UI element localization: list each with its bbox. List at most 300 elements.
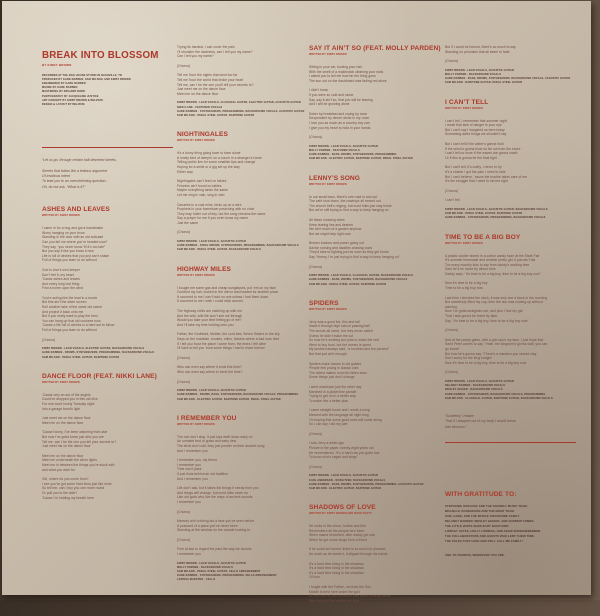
stanza [177,286,308,304]
lyric-line: It’s the struggle that I need to set me right [445,179,508,184]
stanza [309,562,440,580]
lyric-line: Just meet me on the dance floor [177,87,226,92]
song-title: TIME TO BE A BIG BOY [445,233,521,241]
stanza [309,112,440,130]
lyric-line: Now I’ve gotta straighten out, and plus I find my gal [445,309,523,314]
song-title: SHADOWS OF LOVE [309,504,376,512]
credit-line: KIRBY BROWN - LEAD VOCALS, ACOUSTIC GUITAR [445,68,514,72]
song-writer-credit: WRITTEN BY KIRBY BROWN [309,182,347,186]
song-title: NIGHTINGALES [177,131,229,139]
lyric-line: Say “Honey, I’m just trying to find a way to keep hanging on” [309,255,400,260]
closing-quote-line: “Suddenly I realize [445,414,474,418]
lyric-line: Time won’t pass [177,467,202,472]
lyric-line: The oldest makes room for fallen stars [309,370,367,375]
lyric-line: Trying its hardest, I can cover the pain [177,45,235,49]
stanza [42,430,173,448]
song-credits [309,145,440,162]
lyric-line: I see you’ve got some hard lines just like mine [42,481,112,486]
credit-line: CARL ANDERSON - WURLITZER, BACKGROUND VOCALS [309,478,386,482]
lyric-line: If you were so cold and stone [309,92,354,97]
lyric-line: I fought with the Father, ran from the Son [309,585,372,590]
lyric-line: You can hang up that old costume now [42,318,101,323]
stanza [42,268,173,291]
lyric-line: Tell me, can I be the one you tell your secrets to? [42,439,117,444]
stanza [445,338,576,366]
lyric-line: But somebody filled my cup, then the sun was coming up without [445,300,543,305]
lyric-line: Said he’d be home by dinner time [445,267,496,272]
lyric-line: With the smell of a matchstick cleaning your nails [309,69,384,74]
lyric-line: And project it back onto me [42,309,84,314]
lyric-line: Spiders make homes in old guitars [309,361,362,366]
stanza [445,45,576,54]
lyric-line: It’s summer lemonade and another pretty girl, it just ain’t fair [445,258,536,263]
song-writer-credit: WRITTEN BY KIRBY BROWN [42,214,80,218]
lyric-line: Guess he didn’t make the cut [309,333,354,338]
closing-quote-line: That if I stepped out of my body I would break [445,419,516,424]
credit-line: SAM WILSON - PEDAL STEEL GUITAR, BARITONE GUITAR [309,282,387,286]
song-i-remember-you [177,415,308,583]
lyric-line: Can I tell you my name? [177,54,214,59]
lyric-line: Telling poetic lies for some smallish tips and change [177,160,256,165]
lyric-line: They say, “you never know ’til it’s too late” [42,244,106,249]
stanza [445,59,576,64]
credit-line: KIRBY BROWN - LEAD VOCALS, CLASSICAL GUITAR, ELECTRIC GUITAR, ACOUSTIC GUITAR [177,101,301,105]
lyric-line: When he got some drugs from a friend [309,537,368,542]
lyric-line: Meet me on the dance floor [42,420,84,425]
credit-line: SAM WILSON - PEDAL STEEL GUITAR, CELLO ARRANGEMENT [177,570,261,574]
song-title: I CAN’T TELL [445,98,489,106]
lyric-line: Trying to get on to a better way [309,394,356,399]
stanza [309,265,440,270]
song-nightingales [177,131,308,253]
song-credits [445,208,576,221]
song-title: LENNY’S SONG [309,174,361,182]
lyric-line: Let me sing in vain, sing in vain [177,192,225,197]
lyric-line: So I can say I did my part [309,422,348,427]
stanza [309,465,440,470]
gratitude-line: THE LITTLE WHITE SHED IN MY BACKYARD. [445,524,510,529]
lyric-line: ’Cause honey, I’ve been watching from afar [42,430,108,435]
song-title: ASHES AND LEAVES [42,206,110,214]
lyric-line: Combed my hair, looked in the mirror and headed for another place [177,290,279,295]
stanza [309,218,440,236]
lyric-line: They may holler out of key, but the song remains the same [177,211,266,216]
lyric-line: Middle is best here under the gun [309,589,360,594]
lyric-line: People feel young in classic cars [309,366,359,371]
lyric-line: When mama remarried, after daddy got sick [309,533,376,538]
gratitude-line: SAM, GABE, AND THE WHOLE GOODSHINE FAMILY. [445,514,521,519]
lyric-line: They’d take to fighting just as soon as they get home [309,250,389,255]
stanza [445,281,576,290]
lyric-line: ’Cause a life full of wishes is a hard act to follow [42,323,115,328]
credit-line: NIKKI LANE - FEATURED VOCALS [177,105,223,109]
lyric-line: Say, “It’s time to be a big boy, time to be a big boy now” [445,318,529,323]
epigraph-line: Streets that follow like a tedious argument [42,168,107,173]
gratitude-heading: WITH GRATITUDE TO: [445,491,517,499]
stanza [445,254,576,277]
credit-line: GABE RABBEN - DRUMS, BASS, SYNTHESIZERS, BACKGROUND VOCALS, PROGRAMMING [177,393,299,397]
stanza [445,296,576,324]
lyric-line: He looks in the mirror, hollow and thin [309,524,366,529]
lyric-line: Who can even say where to bend the time? [177,369,243,374]
divider-rule [42,147,173,148]
stanza [177,510,308,515]
stanza [309,320,440,357]
gratitude-line: DELANEY BARBER, WESLEY GEIGER, AND ANDREW COMBS. [445,519,535,524]
lyric-line: It occurred to me I can’t hold no one unless I had them down [177,294,269,299]
lyric-line: Free at last to regard the past the way we choose [177,547,252,552]
lyric-line: Meet me in between the things you’re stuck with [42,462,115,467]
credit-line: GABE RABBEN - BASS, DRUMS, SYNTHESIZERS, PROGRAMMING, ACOUSTIC GUITAR [309,482,424,486]
epigraph [42,158,173,190]
song-credits [42,347,173,360]
song-credits [309,274,440,287]
stanza [177,365,308,374]
credit-line: MOLLY PARDEN - FEATURED VOCALS [309,148,360,152]
lyric-line: and what you wish for [42,467,75,472]
lyric-line: It’s a funny thing going town to town alone [177,151,241,156]
lyric-line: Meet me on the dance floor [42,453,84,458]
lyric-line: But we’re still trying to find a way to keep hanging on [309,208,389,213]
closing-quote-line: Into blossom.” [445,424,467,429]
song-highway-miles [177,266,308,402]
lyric-line: God is love’s own keeper [42,267,80,272]
lyric-line: Girl, where do you come from? [42,477,89,482]
lyric-line: But you say it like you know it now [42,249,94,254]
lyric-line: Time to be a big boy now [445,286,483,291]
lyric-line: (Chorus) [445,370,459,375]
credit-line: KIRBY BROWN - LEAD VOCALS, ACOUSTIC GUITAR, BACKGROUND VOCALS [445,207,548,211]
credit-line: GABE RABBEN - SYNTHESIZERS, PROGRAMMING, BACKGROUND VOCALS [445,216,546,220]
lyric-line: Life is full of wishes that you just can’t shake [42,253,110,258]
lyric-line: And I remember you [177,448,208,453]
lyric-line: ’Cause only an act of the angels [42,392,91,397]
stanza [177,458,308,481]
production-credits [42,74,173,108]
lyric-line: Tell me ’bout the world that broke your heart [177,77,244,82]
song-i-can-t-tell [445,99,576,221]
credit-line: GABE RABBEN - BASS, DRUMS, SYNTHESIZERS, PROGRAMMING [309,153,397,157]
lyric-line: Say a prayer for me if you even know my name [177,216,249,221]
lyric-line: As much as he wants it, it slipped through his hands [309,552,388,557]
stanza [309,362,440,380]
credit-line: LARISSA MAESTRO - CELLO [177,578,216,582]
lyric-line: (Chorus) [42,337,56,342]
credit-line: MOLLY PARDEN - BACKGROUND VOCALS [445,72,502,76]
lyric-line: And at the pearly gates, with a grin upon my face, I just hope that [445,337,544,342]
lyric-line: Daddy says, “It’s time to be a big boy, time to be a big boy now” [445,271,541,276]
stanza [309,241,440,259]
lyric-line: Into a garage band’s light [42,406,81,411]
lyric-sheet-paper [2,1,591,603]
lyric-line: I love you as much as a country boy can [309,120,370,125]
credit-line: SAM WILSON - ELECTRIC GUITAR, BARITONE GUITAR [309,486,382,490]
lyric-line: Like old gods who live the ways of ancient sounds [177,495,253,500]
lyric-line: But I can’t say I imagined us here today [445,127,505,132]
song-dance-floor-feat-nikki-lane [42,373,173,500]
album-byline: BY KIRBY BROWN [42,62,72,67]
credit-line: SAM WILSON - ELECTRIC GUITAR, BARITONE GUITAR, PEDAL STEEL GUITAR [309,157,413,161]
lyric-line: A postcard of a place you’ve never been [177,523,238,528]
lyric-line: I remember you, my friend [177,458,217,463]
song-writer-credit: WRITTEN BY KIRBY BROWN [309,307,347,311]
gratitude-line: STEPHANIE HUDACEK AND THE SOUNDLY MUSIC TEAM. [445,504,528,509]
lyric-line: Maybe everything lands the same [177,188,228,193]
credit-line: KIRBY BROWN - LEAD VOCALS, ELECTRIC GUITAR, BACKGROUND VOCALS [42,347,145,351]
lyric-line: Canaries in a coal mine, birds up on a wire [177,202,242,207]
credit-line: DELANEY BARBER - BACKGROUND VOCALS [445,384,506,388]
lyric-line: Messed with the language all night long [309,412,369,417]
production-credit-line: PRODUCED BY GABE RABBEN, SAM WILSON, AND KIRBY BROWN [42,77,131,81]
lyric-line: I remember you [177,462,201,467]
song-credits [445,69,576,86]
credit-line: SAM WILSON - PEDAL STEEL GUITAR, BACKGROUND VOCALS [177,248,261,252]
lyric-line: Days on the roadside, houses, miles, flowers where a bad man died [177,337,280,342]
lyric-line: Prophets in your hometown preaching with no choir [177,207,255,212]
lyric-line: If he could be honest, there is so much he planned [309,547,386,552]
lyric-line: Now it’s time to be a big boy [445,281,488,286]
lyric-line: I went downtown just the other day [309,384,362,389]
lyric-line: I came in for a hug and got a handshake [42,226,103,231]
lyric-line: Went to buy food, but the money is spent [309,342,371,347]
stanza [177,538,308,543]
lyric-line: Picture in the paper, twenty-eight years old [309,445,374,450]
lyric-line: Don’t fret it, my heart [42,272,74,277]
lyric-line: If I tell you ’bout the place I come from, the times I felt alive [177,341,267,346]
production-credit-line: RECORDED AT THE DOG HOUSE STUDIO IN NASHVILLE, TN [42,73,122,77]
lyric-line: But if you really want to play the hero [42,314,99,319]
stanza [177,179,308,197]
lyric-line: The sun out on the dashboard was fading red alone [309,78,387,83]
gratitude-footer: AND TO FEHRION, WHEREVER YOU ARE. [445,553,505,558]
song-credits [445,380,576,401]
lyric-line: Who can even say where it ends this time? [177,365,242,370]
lyric-line: Or if this is gonna be the final fight [445,155,497,160]
credit-line: GABE RABBEN - DRUMS, SYNTHESIZERS, PROGRAMMING, BACKGROUND VOCALS [42,351,155,355]
epigraph-line: Oh, do not ask, “What is it?” [42,184,86,189]
lyric-line: A lonely kind of sleepin’ on a couch in a stranger’s home [177,155,262,160]
song-title: SAY IT AIN’T SO (FEAT. MOLLY PARDEN) [309,45,441,52]
stanza [445,142,576,160]
lyric-line: Father, the Godhead, Mother, the cord bed, Seven Sisters in the sky [177,332,280,337]
lyric-line: Can you tell me where you’re headed now? [42,239,108,244]
lyric-line: To know who’s caged and sings” [309,455,358,460]
lyric-line: I’ll shoulder the darkness, can I tell you my name? [177,49,253,54]
stanza [177,73,308,96]
stanza [177,230,308,235]
stanza [177,45,308,59]
lyric-line: ’Cause ashes and leaves [42,277,80,282]
stanza [445,328,576,333]
lyric-line: But that just ain’t enough [309,352,347,357]
lyric-line: Or pull you to the side? [42,490,78,495]
lyric-line: In our small town, there’s one road in and out [309,194,378,199]
lyric-line: Nightingales can’t feed on fables [177,179,227,184]
song-credits [177,240,308,253]
lyric-line: A plastic soldier stored in a cotton candy haze at the State Fair [445,253,540,258]
song-writer-credit: WRITTEN BY KIRBY BROWN [177,139,215,143]
lyric-line: I give you my heart to hold in your hands [309,125,371,130]
credit-line: SAM WILSON - PEDAL STEEL GUITAR, BARITONE GUITAR [445,212,523,216]
lyric-line: The highway miles are catching up with me [177,309,243,314]
lyric-line: Made it through high school passing ball [309,324,370,329]
lyric-line: So tell me, can I buy you one more round [42,486,105,491]
lyric-line: Either way [177,169,193,174]
lyric-line: The scouts all came, but they never called [309,329,373,334]
lyric-line: Been living in the middle too long [309,598,360,603]
lyric-line: But I can’t tell if the water’s gonna hold [445,141,504,146]
lyric-line: I bought me some gas and cheap sunglasses, put ’em on my face [177,285,277,290]
stanza [445,198,576,203]
lyric-line: And things will change, but most folks never do [177,490,249,495]
stanza [177,64,308,69]
stanza [42,393,173,411]
credit-line: KIRBY BROWN - LEAD VOCALS, ACOUSTIC GUITAR [309,474,378,478]
lyric-line: Felonies ain’t found on tables [177,183,222,188]
closing-quote [445,414,576,430]
stanza [309,524,440,542]
epigraph-stanza [42,169,173,191]
credit-line: SAM WILSON - PEDAL STEEL GUITAR, BARITONE GUITAR [177,113,255,117]
stanza [42,454,173,472]
lyric-line: If the wind is gonna blow us far out from the shore [445,146,521,151]
lyric-line: (Chorus) [309,135,323,140]
lyric-line: Advice nursing and daddies chasing cows [309,245,373,250]
lyric-line: Full of things you learn to do without [42,328,97,333]
stanza [445,189,576,194]
stanza [309,408,440,426]
lyric-line: Hoping for a smile or a gig set up the way [177,164,240,169]
lyric-line: I’m hoping that some good ones will come along [309,417,382,422]
song-title: I REMEMBER YOU [177,414,237,422]
stanza [42,226,173,263]
credit-line: GABE RABBEN - BASS, DRUMS, SYNTHESIZERS, BACKGROUND VOCALS, ACOUSTIC GUITAR [445,77,571,81]
lyric-line: It’s a hard time living in the shadows [309,561,364,566]
song-lenny-s-song [309,175,440,287]
album-title-block [42,51,173,107]
lyric-line: The café shut down, the cowboys all moved out [309,199,381,204]
gratitude-line: MICHELLE CONDGESON AND THE MGMT TEAM. [445,509,515,514]
lyric-line: The rain don’t stop, it just lays itself down early on [177,434,253,439]
song-title: HIGHWAY MILES [177,265,232,273]
column-1 [42,51,173,513]
lyric-line: Standing on promises that all seem to fade [445,49,510,54]
lyric-line: We ain’t much of a garden anyhow [309,227,362,232]
song-writer-credit: WRITTEN BY KIRBY BROWN [445,241,483,245]
lyric-line: And I will be growing alone [309,102,350,107]
stanza [309,88,440,106]
lyric-line: (Chorus) [177,230,191,235]
stanza [309,432,440,437]
lyric-line: And I’ll take my time holding onto you [177,322,234,327]
song-credits [177,389,308,402]
lyric-line: Life don’t ask, but it takes the things it needs from you [177,486,259,491]
lyric-line: And the wild, wild life won’t see me through [177,313,243,318]
lyric-line: But now I’ve gotta know just who you are [42,434,104,439]
lyric-line: But this ain’t the silver screen [42,300,87,305]
production-credit-line: PHOTOGRAPHY BY JACQUELINE JUSTICE [42,94,99,98]
lyric-line: For one more lonely Tuesday night [42,402,95,407]
lyric-line: But we might help right now [309,231,351,236]
lyric-line: (Chorus) [309,464,323,469]
lyric-line: And every long lost thing [42,281,80,286]
lyric-line: (Chorus) [177,63,191,68]
lyric-line: I can’t tell [445,198,460,203]
stanza [177,151,308,174]
song-credits [177,562,308,583]
song-shadows-of-love [309,504,440,603]
lyric-line: (Chorus) [309,264,323,269]
stanza [309,585,440,603]
stanza [309,195,440,213]
stanza [177,203,308,226]
credit-line: KIRBY BROWN - LEAD VOCALS, ACOUSTIC GUITAR [309,144,378,148]
lyric-line: Don’t worry for the king tonight” [445,356,493,361]
credit-line: SAM WILSON - BARITONE GUITAR, PEDAL STEEL GUITAR [445,81,523,85]
credit-line: KIRBY BROWN - LEAD VOCALS, ACOUSTIC GUITAR [177,240,246,244]
lyric-line: It’s a hard time living in the shadows [309,566,364,571]
stanza [309,135,440,140]
lyric-line: Standing at the window on the outside looking in [177,528,250,533]
credit-line: KIRBY BROWN - LEAD VOCALS, ACOUSTIC GUITAR [177,389,246,393]
lyric-line: warning [445,304,457,309]
stanza [445,165,576,183]
stanza [177,435,308,453]
song-say-it-ain-t-so-feat-molly-parden [309,45,440,162]
lyric-line: Roll another take of the same old scene [42,305,103,310]
epigraph-line: To lead you to an overwhelming question... [42,179,109,184]
lyric-line: I remember you [177,552,201,557]
lyric-line: I can’t tell, I remember that summer night [445,118,508,123]
credit-line: SAM WILSON - PEDAL STEEL GUITAR, BARITONE GUITAR [42,355,120,359]
lyric-line: But if I could be honest, there’s so much to say [445,45,516,49]
lyric-line: Would you take your time letting go of me? [177,318,242,323]
credit-line: SAM WILSON - ELECTRIC GUITAR, BARITONE GUITAR, PEDAL STEEL GUITAR [177,397,281,401]
stanza [177,332,308,350]
lyric-line: Marched in a picket line parade [309,389,357,394]
song-shadows-of-love [445,45,576,86]
lyric-line: Saint Peter comes to say, “Yeah, the kingdom’s gonna wait, you can [445,342,548,347]
lyric-line: Last time I checked the clock, it was only one o’clock in the morning [445,295,548,300]
lyric-line: The church bell’s ringing, but most folks just stay home [309,203,392,208]
lyric-line: He remembered, “It’s a hard row you gotta hoe [309,450,380,455]
song-writer-credit: WRITTEN BY KIRBY BROWN [177,422,215,426]
credit-line: MOLLY PARDEN - BACKGROUND VOCALS [177,565,234,569]
lyric-line: Could’ve dropped you in this old dive [42,397,98,402]
lyric-line: I recall that lack of danger in your eye [445,123,502,128]
stanza [42,296,173,333]
credit-line: WESLEY GEIGER - BACKGROUND VOCALS [445,388,503,392]
stanza [177,380,308,385]
gratitude-line: THE COLLABORATORS AND GUESTS WHO LENT THEIR TIME. [445,534,535,539]
lyric-line: To make this a better plan [309,398,349,403]
lyric-line: (Chorus) [177,355,191,360]
lyric-line: Broken tractors and power going out [309,241,364,246]
lyric-line: I remember you [177,499,201,504]
lyric-line: But how he’s gonna say, “There’s a mansion you should stay [445,351,537,356]
column-4 [445,45,576,558]
credit-line: SAM WILSON - CLASSICAL GUITAR, BARITONE GUITAR, BACKGROUND VOCALS [445,396,553,400]
album-title: BREAK INTO BLOSSOM [42,50,159,61]
stanza [309,547,440,556]
lyric-line: I asked you to tell me how far the thing goes [309,74,376,79]
lyric-line: Just the same [177,220,199,225]
lyric-line: I’ll have to tell you ’bout some things I had to leave behind [177,346,265,351]
lyric-line: Sober by breakfast and crying by noon [309,111,368,116]
lyric-line: go inside” [445,347,460,352]
lyric-line: I saw Jerry a week ago [309,441,344,446]
lyric-line: Screaming awful things we shouldn’t say [445,132,507,137]
